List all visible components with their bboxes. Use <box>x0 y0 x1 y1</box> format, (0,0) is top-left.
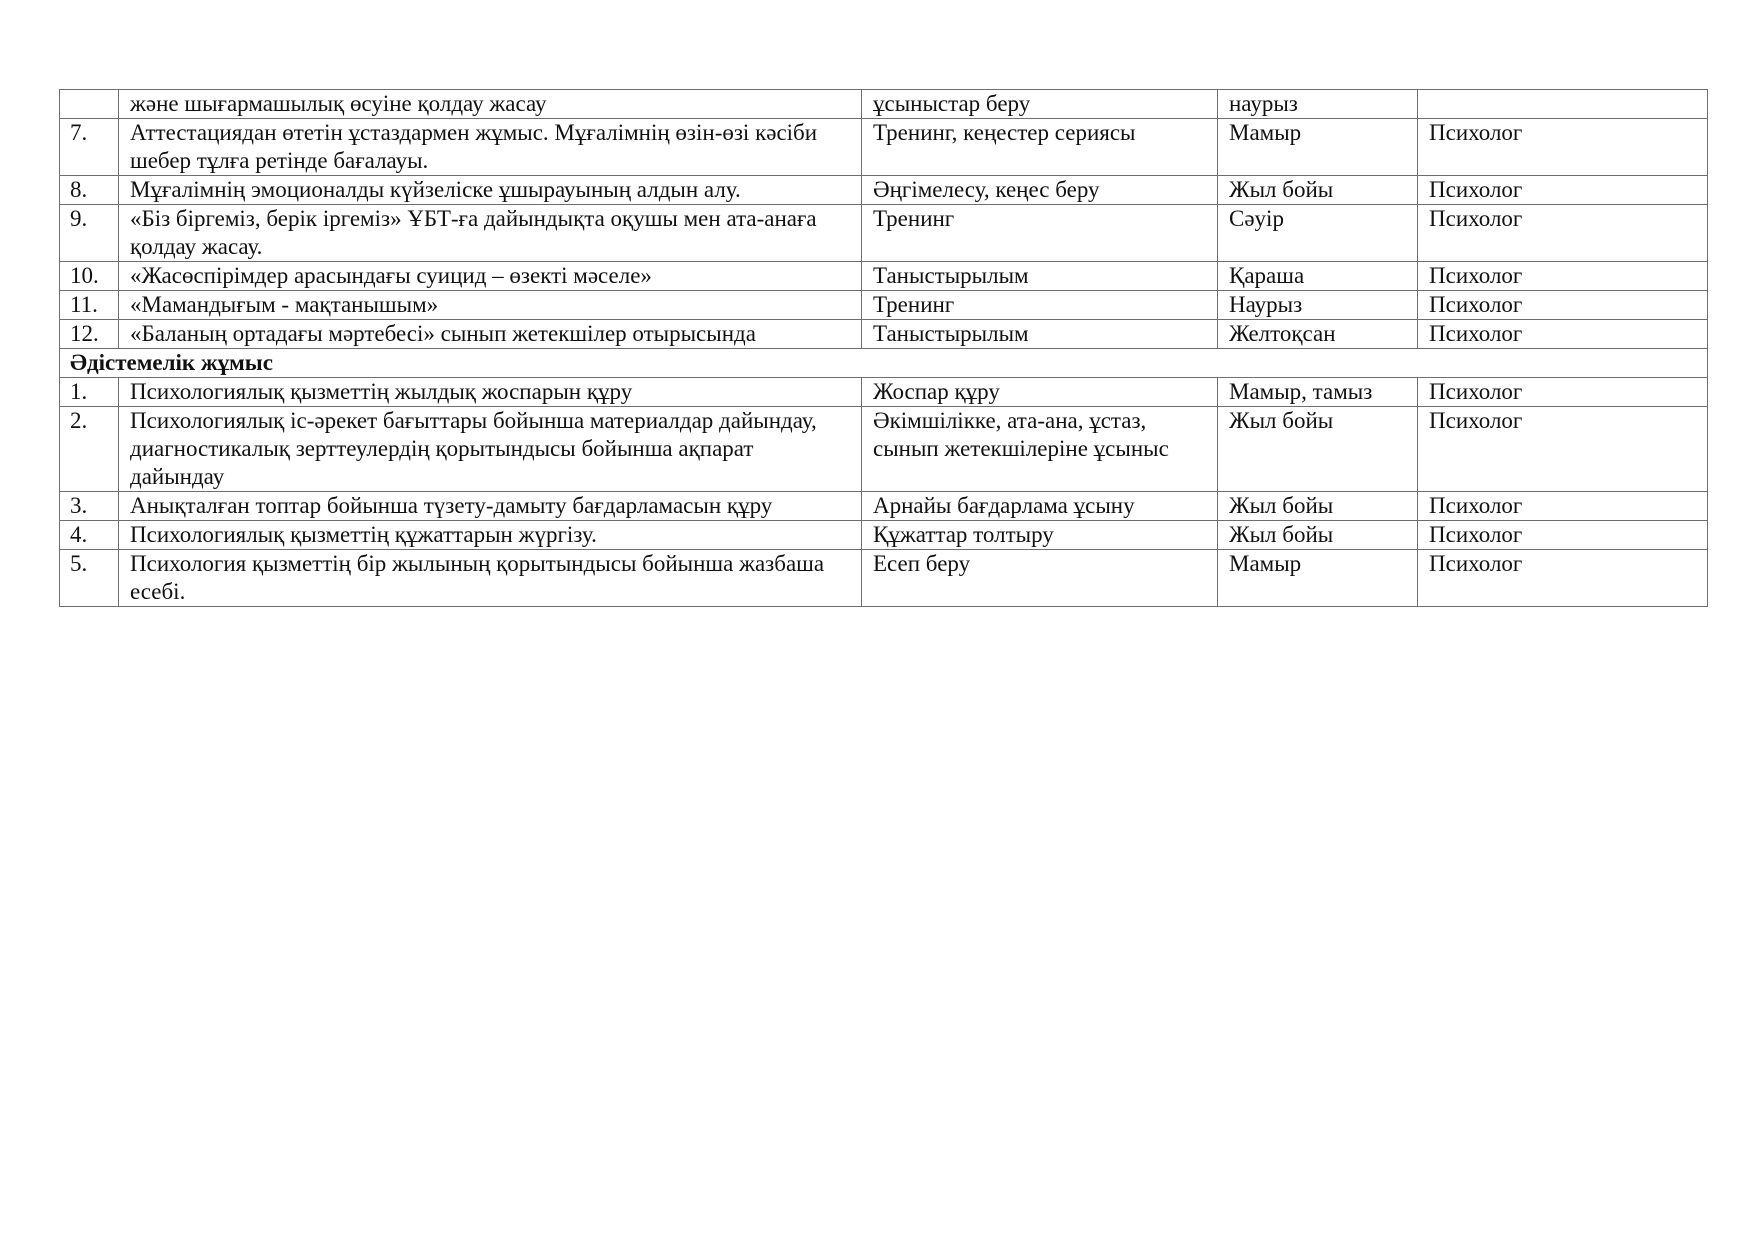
row-number: 3. <box>60 492 119 521</box>
activity-cell: Мұғалімнің эмоционалды күйзеліске ұшырауының алдын алу. <box>119 176 862 205</box>
form-cell: ұсыныстар беру <box>862 90 1218 119</box>
term-cell: Жыл бойы <box>1218 176 1418 205</box>
term-cell: Сәуір <box>1218 205 1418 262</box>
responsible-cell: Психолог <box>1418 521 1708 550</box>
form-cell: Жоспар құру <box>862 378 1218 407</box>
form-cell: Таныстырылым <box>862 262 1218 291</box>
term-cell: Мамыр <box>1218 550 1418 607</box>
responsible-cell: Психолог <box>1418 205 1708 262</box>
activity-cell: «Жасөспірімдер арасындағы суицид – өзекті мәселе» <box>119 262 862 291</box>
table-row <box>60 90 1708 119</box>
term-cell: Мамыр <box>1218 119 1418 176</box>
responsible-cell: Психолог <box>1418 407 1708 492</box>
table-row <box>60 378 1708 407</box>
row-number <box>60 90 119 119</box>
term-cell: Мамыр, тамыз <box>1218 378 1418 407</box>
responsible-cell: Психолог <box>1418 550 1708 607</box>
activity-cell: Анықталған топтар бойынша түзету-дамыту бағдарламасын құру <box>119 492 862 521</box>
responsible-cell: Психолог <box>1418 291 1708 320</box>
activity-cell: Психология қызметтің бір жылының қорытындысы бойынша жазбаша есебі. <box>119 550 862 607</box>
term-cell: наурыз <box>1218 90 1418 119</box>
activity-cell: және шығармашылық өсуіне қолдау жасау <box>119 90 862 119</box>
form-cell: Құжаттар толтыру <box>862 521 1218 550</box>
row-number: 2. <box>60 407 119 492</box>
form-cell: Әңгімелесу, кеңес беру <box>862 176 1218 205</box>
table-row <box>60 407 1708 492</box>
form-cell: Арнайы бағдарлама ұсыну <box>862 492 1218 521</box>
row-number: 12. <box>60 320 119 349</box>
activity-cell: «Мамандығым - мақтанышым» <box>119 291 862 320</box>
row-number: 5. <box>60 550 119 607</box>
term-cell: Қараша <box>1218 262 1418 291</box>
row-number: 4. <box>60 521 119 550</box>
form-cell: Тренинг, кеңестер сериясы <box>862 119 1218 176</box>
table-row <box>60 119 1708 176</box>
responsible-cell: Психолог <box>1418 492 1708 521</box>
form-cell: Таныстырылым <box>862 320 1218 349</box>
table-row <box>60 291 1708 320</box>
responsible-cell: Психолог <box>1418 262 1708 291</box>
row-number: 8. <box>60 176 119 205</box>
table-row <box>60 262 1708 291</box>
row-number: 11. <box>60 291 119 320</box>
work-plan-table <box>59 89 1708 607</box>
responsible-cell: Психолог <box>1418 176 1708 205</box>
row-number: 9. <box>60 205 119 262</box>
responsible-cell: Психолог <box>1418 378 1708 407</box>
table-row <box>60 521 1708 550</box>
responsible-cell: Психолог <box>1418 320 1708 349</box>
term-cell: Жыл бойы <box>1218 492 1418 521</box>
section-header-row <box>60 349 1708 378</box>
activity-cell: Психологиялық іс-әрекет бағыттары бойынша материалдар дайындау, диагностикалық зерттеулердің қорытындысы бойынша ақпарат дайындау <box>119 407 862 492</box>
activity-cell: «Біз біргеміз, берік іргеміз» ҰБТ-ға дайындықта оқушы мен ата-анаға қолдау жасау. <box>119 205 862 262</box>
term-cell: Наурыз <box>1218 291 1418 320</box>
form-cell: Тренинг <box>862 291 1218 320</box>
form-cell: Тренинг <box>862 205 1218 262</box>
form-cell: Есеп беру <box>862 550 1218 607</box>
table-row <box>60 320 1708 349</box>
activity-cell: Психологиялық қызметтің құжаттарын жүргізу. <box>119 521 862 550</box>
activity-cell: Аттестациядан өтетін ұстаздармен жұмыс. Мұғалімнің өзін-өзі кәсіби шебер тұлға ретінде бағалауы. <box>119 119 862 176</box>
term-cell: Желтоқсан <box>1218 320 1418 349</box>
term-cell: Жыл бойы <box>1218 407 1418 492</box>
activity-cell: Психологиялық қызметтің жылдық жоспарын құру <box>119 378 862 407</box>
activity-cell: «Баланың ортадағы мәртебесі» сынып жетекшілер отырысында <box>119 320 862 349</box>
table-row <box>60 176 1708 205</box>
form-cell: Әкімшілікке, ата-ана, ұстаз, сынып жетекшілеріне ұсыныс <box>862 407 1218 492</box>
responsible-cell <box>1418 90 1708 119</box>
table-row <box>60 205 1708 262</box>
section-title: Әдістемелік жұмыс <box>60 349 1708 378</box>
row-number: 7. <box>60 119 119 176</box>
table-row <box>60 550 1708 607</box>
table-row <box>60 492 1708 521</box>
row-number: 1. <box>60 378 119 407</box>
responsible-cell: Психолог <box>1418 119 1708 176</box>
row-number: 10. <box>60 262 119 291</box>
term-cell: Жыл бойы <box>1218 521 1418 550</box>
